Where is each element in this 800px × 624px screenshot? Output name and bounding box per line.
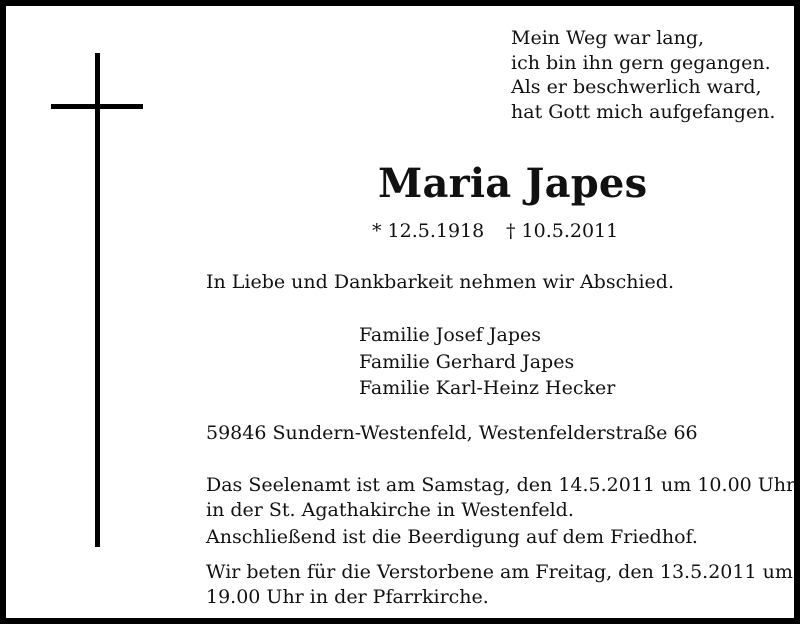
prayer-line: Wir beten für die Verstorbene am Freitag, den 13.5.2011 um (206, 561, 793, 583)
poem-line: Als er beschwerlich ward, (511, 76, 762, 98)
death-date: † 10.5.2011 (506, 220, 619, 242)
family-name: Familie Karl-Heinz Hecker (359, 377, 616, 399)
service-line: Das Seelenamt ist am Samstag, den 14.5.2011 um 10.00 Uhr (206, 474, 796, 496)
cross-vertical-bar (95, 53, 100, 547)
poem-line: hat Gott mich aufgefangen. (511, 100, 776, 123)
poem-line: Mein Weg war lang, (511, 27, 705, 49)
prayer-line: 19.00 Uhr in der Pfarrkirche. (206, 585, 489, 608)
family-name: Familie Gerhard Japes (359, 350, 575, 373)
address: 59846 Sundern-Westenfeld, Westenfelderstraße 66 (206, 422, 698, 444)
prayer-info (206, 560, 793, 609)
deceased-name: Maria Japes (378, 160, 648, 207)
poem (511, 26, 775, 124)
poem-line: ich bin ihn gern gegangen. (511, 51, 771, 74)
burial-info: Anschließend ist die Beerdigung auf dem Friedhof. (206, 526, 698, 548)
cross-horizontal-bar (51, 104, 143, 109)
family-name: Familie Josef Japes (359, 324, 541, 346)
family-list (359, 322, 615, 402)
service-info (206, 473, 795, 522)
birth-date: * 12.5.1918 (372, 220, 485, 242)
service-line: in der St. Agathakirche in Westenfeld. (206, 498, 574, 521)
farewell-text: In Liebe und Dankbarkeit nehmen wir Abschied. (206, 271, 674, 293)
